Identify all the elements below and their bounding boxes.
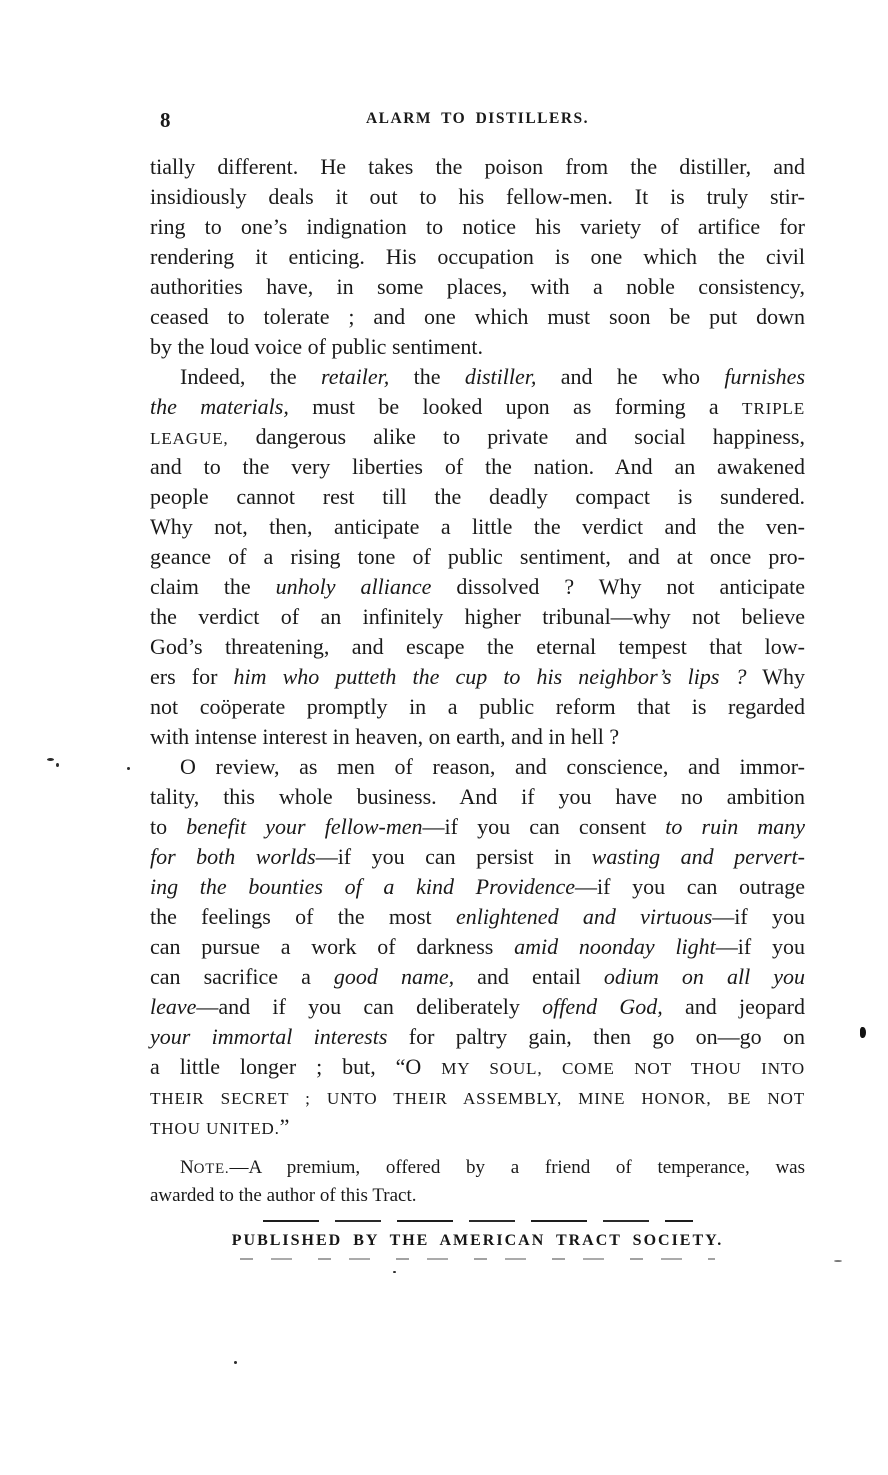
publisher-imprint bbox=[150, 1220, 805, 1260]
text-line bbox=[150, 872, 805, 902]
italic-text: leave bbox=[150, 994, 197, 1019]
plain-text: tality, this whole business. And if you have no ambition bbox=[150, 784, 805, 809]
plain-text: Why bbox=[746, 664, 805, 689]
plain-text: and he who bbox=[536, 364, 725, 389]
plain-text: ” bbox=[279, 1114, 290, 1139]
divider-rule-top bbox=[263, 1220, 693, 1222]
text-line bbox=[150, 422, 805, 452]
plain-text: to bbox=[150, 814, 187, 839]
italic-text: distiller, bbox=[464, 364, 537, 389]
ink-speck bbox=[127, 767, 130, 770]
plain-text: —A premium, offered by a friend of temperance, was bbox=[229, 1157, 805, 1178]
plain-text: people cannot rest till the deadly compact is sundered. bbox=[150, 484, 805, 509]
plain-text: and entail bbox=[454, 964, 604, 989]
text-line bbox=[150, 992, 805, 1022]
italic-text: ing the bounties of a kind Providence bbox=[150, 874, 575, 899]
running-title: ALARM TO DISTILLERS. bbox=[365, 110, 590, 127]
text-line bbox=[150, 602, 805, 632]
text-line bbox=[150, 932, 805, 962]
italic-text: for both worlds bbox=[150, 844, 316, 869]
plain-text: —and if you can deliberately bbox=[196, 994, 543, 1019]
plain-text: —if you can outrage bbox=[575, 874, 805, 899]
plain-text: a little longer ; but, “O bbox=[150, 1054, 442, 1079]
plain-text: authorities have, in some places, with a noble consistency, bbox=[150, 274, 805, 299]
plain-text: the verdict of an infinitely higher tribunal—why not believe bbox=[150, 604, 805, 629]
italic-text: unholy alliance bbox=[275, 574, 432, 599]
italic-text: enlightened and virtuous bbox=[455, 904, 713, 929]
text-line bbox=[150, 272, 805, 302]
text-line bbox=[150, 152, 805, 182]
text-line bbox=[150, 722, 805, 752]
body-text bbox=[150, 152, 805, 1210]
text-line bbox=[150, 302, 805, 332]
plain-text: ceased to tolerate ; and one which must soon be put down bbox=[150, 304, 805, 329]
text-line bbox=[150, 572, 805, 602]
plain-text: dissolved ? Why not anticipate bbox=[431, 574, 805, 599]
plain-text: N bbox=[180, 1157, 194, 1178]
plain-text: not coöperate promptly in a public reform that is regarded bbox=[150, 694, 805, 719]
plain-text: ers for bbox=[150, 664, 234, 689]
ink-speck bbox=[834, 1260, 842, 1262]
text-line bbox=[150, 392, 805, 422]
ink-speck bbox=[393, 1271, 396, 1273]
publisher-imprint-text: PUBLISHED BY THE AMERICAN TRACT SOCIETY. bbox=[231, 1232, 724, 1249]
plain-text: Why not, then, anticipate a little the verdict and the ven- bbox=[150, 514, 805, 539]
text-line bbox=[150, 212, 805, 242]
text-line bbox=[150, 332, 805, 362]
plain-text: claim the bbox=[150, 574, 276, 599]
text-line bbox=[150, 632, 805, 662]
plain-text: can sacrifice a bbox=[150, 964, 334, 989]
paragraph bbox=[150, 362, 805, 752]
italic-text: wasting and pervert- bbox=[591, 844, 805, 869]
text-line bbox=[150, 1052, 805, 1082]
plain-text: —if you bbox=[715, 934, 805, 959]
ink-speck bbox=[860, 1027, 866, 1038]
italic-text: offend God, bbox=[542, 994, 663, 1019]
divider-rule-bottom bbox=[240, 1258, 715, 1260]
plain-text: insidiously deals it out to his fellow-men. It is truly stir- bbox=[150, 184, 805, 209]
italic-text: to ruin many bbox=[665, 814, 805, 839]
text-line bbox=[150, 782, 805, 812]
plain-text: the feelings of the most bbox=[150, 904, 456, 929]
plain-text: must be looked upon as forming a bbox=[288, 394, 743, 419]
plain-text: O review, as men of reason, and conscience, and immor- bbox=[180, 754, 805, 779]
paragraph bbox=[150, 752, 805, 1142]
text-line bbox=[150, 242, 805, 272]
plain-text: —if you bbox=[712, 904, 805, 929]
text-line bbox=[150, 1154, 805, 1182]
italic-text: the materials, bbox=[150, 394, 289, 419]
italic-text: good name, bbox=[333, 964, 455, 989]
italic-text: amid noonday light bbox=[514, 934, 716, 959]
text-line bbox=[150, 512, 805, 542]
plain-text: awarded to the author of this Tract. bbox=[150, 1185, 417, 1206]
text-line bbox=[150, 842, 805, 872]
small-caps-text: TRIPLE bbox=[742, 399, 805, 418]
plain-text: Indeed, the bbox=[180, 364, 321, 389]
plain-text: geance of a rising tone of public sentiment, and at once pro- bbox=[150, 544, 805, 569]
plain-text: with intense interest in heaven, on earth, and in hell ? bbox=[150, 724, 620, 749]
small-caps-text: MY SOUL, COME NOT THOU INTO bbox=[441, 1059, 805, 1078]
text-line bbox=[150, 692, 805, 722]
text-line bbox=[150, 1182, 805, 1210]
plain-text: ring to one’s indignation to notice his variety of artifice for bbox=[150, 214, 805, 239]
italic-text: him who putteth the cup to his neighbor’s lips ? bbox=[233, 664, 747, 689]
page-number: 8 bbox=[160, 108, 171, 132]
text-line bbox=[150, 452, 805, 482]
text-line bbox=[150, 182, 805, 212]
paragraph bbox=[150, 1154, 805, 1210]
italic-text: benefit your fellow-men bbox=[186, 814, 423, 839]
plain-text: —if you can consent bbox=[422, 814, 666, 839]
ink-speck bbox=[47, 758, 54, 761]
plain-text: dangerous alike to private and social happiness, bbox=[228, 424, 805, 449]
text-line bbox=[150, 962, 805, 992]
plain-text: —if you can persist in bbox=[315, 844, 592, 869]
small-caps-text: OTE. bbox=[193, 1161, 230, 1177]
text-line bbox=[150, 1022, 805, 1052]
text-line bbox=[150, 752, 805, 782]
plain-text: tially different. He takes the poison from the distiller, and bbox=[150, 154, 805, 179]
small-caps-text: THEIR SECRET ; UNTO THEIR ASSEMBLY, MINE HONOR, BE NOT bbox=[150, 1089, 805, 1108]
text-line bbox=[150, 1112, 805, 1142]
text-line bbox=[150, 542, 805, 572]
italic-text: furnishes bbox=[724, 364, 806, 389]
text-line bbox=[150, 812, 805, 842]
plain-text: the bbox=[389, 364, 465, 389]
italic-text: retailer, bbox=[321, 364, 390, 389]
plain-text: can pursue a work of darkness bbox=[150, 934, 515, 959]
ink-speck bbox=[56, 763, 59, 767]
text-line bbox=[150, 362, 805, 392]
plain-text: rendering it enticing. His occupation is one which the civil bbox=[150, 244, 805, 269]
plain-text: and to the very liberties of the nation. And an awakened bbox=[150, 454, 805, 479]
ink-speck bbox=[234, 1361, 237, 1364]
text-line bbox=[150, 1082, 805, 1112]
plain-text: by the loud voice of public sentiment. bbox=[150, 334, 483, 359]
paragraph bbox=[150, 152, 805, 362]
text-line bbox=[150, 662, 805, 692]
plain-text: God’s threatening, and escape the eternal tempest that low- bbox=[150, 634, 805, 659]
small-caps-text: LEAGUE, bbox=[150, 429, 229, 448]
text-line bbox=[150, 482, 805, 512]
plain-text: for paltry gain, then go on—go on bbox=[387, 1024, 806, 1049]
page-header bbox=[150, 108, 805, 134]
italic-text: your immortal interests bbox=[150, 1024, 388, 1049]
small-caps-text: THOU UNITED. bbox=[150, 1119, 280, 1138]
italic-text: odium on all you bbox=[603, 964, 806, 989]
text-line bbox=[150, 902, 805, 932]
plain-text: and jeopard bbox=[662, 994, 805, 1019]
